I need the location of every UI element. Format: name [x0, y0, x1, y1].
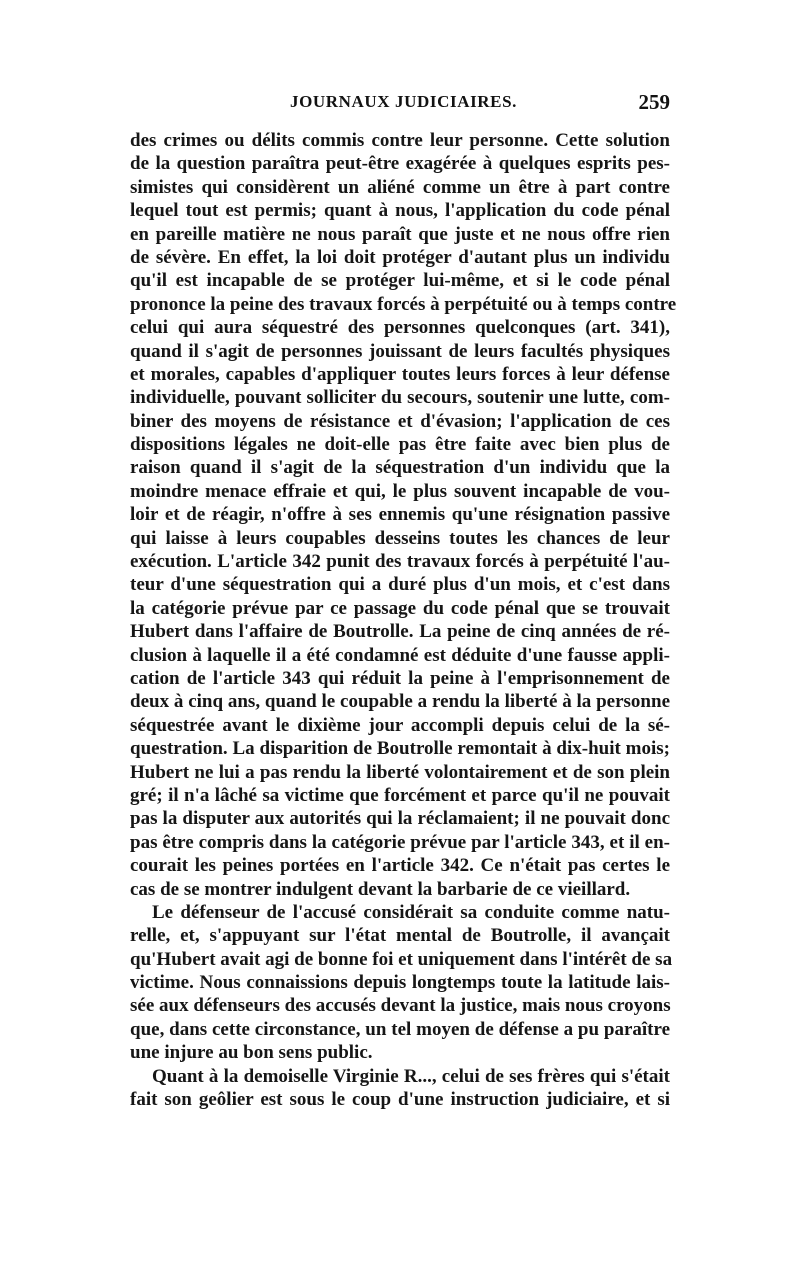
text-line: cation de l'article 343 qui réduit la peine à l'emprisonnement de: [130, 667, 670, 689]
running-title: JOURNAUX JUDICIAIRES.: [290, 92, 518, 111]
text-line: Hubert dans l'affaire de Boutrolle. La peine de cinq années de ré-: [130, 621, 670, 643]
text-line: individuelle, pouvant solliciter du secours, soutenir une lutte, com-: [130, 387, 670, 409]
page-header: [130, 90, 670, 116]
text-line: la catégorie prévue par ce passage du code pénal que se trouvait: [130, 597, 670, 619]
text-line: clusion à laquelle il a été condamné est déduite d'une fausse appli-: [130, 644, 670, 666]
text-line: qu'il est incapable de se protéger lui-même, et si le code pénal: [130, 270, 670, 292]
text-line: quand il s'agit de personnes jouissant de leurs facultés physiques: [130, 340, 670, 362]
text-line: qui laisse à leurs coupables desseins toutes les chances de leur: [130, 527, 670, 549]
text-line: moindre menace effraie et qui, le plus souvent incapable de vou-: [130, 480, 670, 502]
text-line: loir et de réagir, n'offre à ses ennemis qu'une résignation passive: [130, 504, 670, 526]
text-line: pas être compris dans la catégorie prévue par l'article 343, et il en-: [130, 831, 670, 853]
text-line: Quant à la demoiselle Virginie R..., celui de ses frères qui s'était: [152, 1065, 670, 1087]
text-line: Hubert ne lui a pas rendu la liberté volontairement et de son plein: [130, 761, 670, 783]
text-line: Le défenseur de l'accusé considérait sa conduite comme natu-: [152, 901, 670, 923]
body-text: [130, 129, 677, 1111]
text-line: victime. Nous connaissions depuis longtemps toute la latitude lais-: [130, 972, 670, 994]
text-line: cas de se montrer indulgent devant la barbarie de ce vieillard.: [130, 878, 631, 900]
text-line: prononce la peine des travaux forcés à perpétuité ou à temps contre: [130, 293, 677, 315]
text-line: en pareille matière ne nous paraît que juste et ne nous offre rien: [130, 223, 670, 245]
text-line: qu'Hubert avait agi de bonne foi et uniquement dans l'intérêt de sa: [130, 948, 673, 970]
text-line: séquestrée avant le dixième jour accompli depuis celui de la sé-: [130, 714, 670, 736]
text-line: une injure au bon sens public.: [130, 1042, 373, 1064]
text-line: deux à cinq ans, quand le coupable a rendu la liberté à la personne: [130, 691, 670, 713]
text-line: raison quand il s'agit de la séquestration d'un individu que la: [130, 457, 670, 479]
text-line: pas la disputer aux autorités qui la réclamaient; il ne pouvait donc: [130, 808, 670, 830]
text-line: fait son geôlier est sous le coup d'une instruction judiciaire, et si: [130, 1089, 670, 1111]
text-line: dispositions légales ne doit-elle pas être faite avec bien plus de: [130, 434, 670, 456]
text-line: des crimes ou délits commis contre leur personne. Cette solution: [130, 130, 670, 151]
text-line: de la question paraîtra peut-être exagérée à quelques esprits pes-: [130, 153, 670, 175]
text-line: exécution. L'article 342 punit des travaux forcés à perpétuité l'au-: [130, 551, 670, 573]
text-line: simistes qui considèrent un aliéné comme un être à part contre: [130, 176, 670, 198]
text-line: teur d'une séquestration qui a duré plus d'un mois, et c'est dans: [130, 574, 670, 596]
text-line: gré; il n'a lâché sa victime que forcément et parce qu'il ne pouvait: [130, 784, 670, 806]
page-number: 259: [638, 90, 670, 114]
text-line: questration. La disparition de Boutrolle remontait à dix-huit mois;: [130, 738, 670, 760]
text-line: relle, et, s'appuyant sur l'état mental de Boutrolle, il avançait: [130, 925, 670, 947]
text-line: biner des moyens de résistance et d'évasion; l'application de ces: [130, 410, 670, 432]
text-line: sée aux défenseurs des accusés devant la justice, mais nous croyons: [130, 995, 671, 1017]
text-line: de sévère. En effet, la loi doit protéger d'autant plus un individu: [130, 246, 670, 268]
text-line: lequel tout est permis; quant à nous, l'application du code pénal: [130, 200, 670, 222]
text-line: et morales, capables d'appliquer toutes leurs forces à leur défense: [130, 363, 670, 385]
text-line: que, dans cette circonstance, un tel moyen de défense a pu paraître: [130, 1018, 670, 1040]
text-line: courait les peines portées en l'article 342. Ce n'était pas certes le: [130, 855, 670, 877]
text-line: celui qui aura séquestré des personnes quelconques (art. 341),: [130, 317, 670, 339]
